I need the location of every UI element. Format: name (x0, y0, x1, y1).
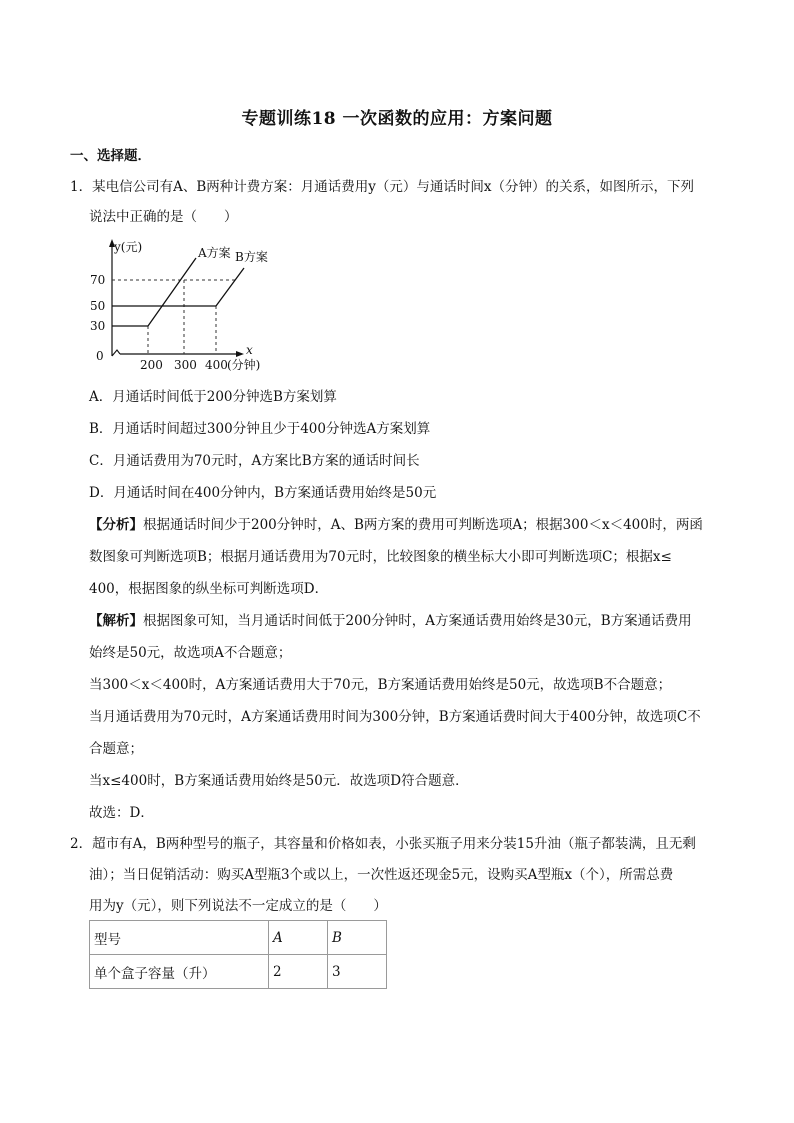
q1-stem-line1: 1．某电信公司有A、B两种计费方案：月通话费用y（元）与通话时间x（分钟）的关系，如图所示，下列 (70, 179, 694, 195)
section-heading: 一、选择题． (70, 148, 151, 164)
table-row (90, 955, 387, 989)
plan-a-line (112, 258, 196, 326)
q1-solution-line1 (89, 611, 692, 631)
x-tick-400: 400 (205, 358, 228, 372)
x-axis-label: x (246, 343, 253, 357)
q2-stem-line2: 油）；当日促销活动：购买A型瓶3个或以上，一次性返还现金5元，设购买A型瓶x（个），所需总费 (89, 867, 674, 883)
q1-option-c: C．月通话费用为70元时，A方案比B方案的通话时间长 (89, 453, 420, 469)
y-tick-0: 0 (96, 349, 104, 363)
q1-solution-line3: 当300＜x＜400时，A方案通话费用大于70元，B方案通话费用始终是50元，故选项B不合题意； (89, 677, 672, 693)
x-tick-300: 300 (174, 358, 197, 372)
plan-a-label: A方案 (198, 246, 231, 260)
q2-stem-line3: 用为y（元），则下列说法不一定成立的是（ ） (89, 898, 387, 914)
q1-stem-line2: 说法中正确的是（ ） (89, 209, 238, 225)
table-cell: 型号 (90, 921, 269, 955)
y-tick-70: 70 (90, 273, 106, 287)
table-cell: 2 (269, 955, 328, 989)
table-row (90, 921, 387, 955)
table-cell: B (328, 921, 387, 955)
table-cell: 单个盒子容量（升） (90, 955, 269, 989)
q1-solution-line7: 故选：D． (89, 805, 154, 821)
x-axis-break (112, 350, 120, 356)
y-axis-label: y(元) (114, 240, 143, 254)
q2-spec-table (89, 920, 387, 989)
x-unit-label: (分钟) (227, 358, 261, 372)
q1-solution-line2: 始终是50元，故选项A不合题意； (89, 645, 292, 661)
q1-option-d: D．月通话时间在400分钟内，B方案通话费用始终是50元 (89, 485, 437, 501)
analysis-text-1: 根据通话时间少于200分钟时，A、B两方案的费用可判断选项A；根据300＜x＜400时，两函 (143, 517, 703, 533)
table-cell: A (269, 921, 328, 955)
q1-option-a: A．月通话时间低于200分钟选B方案划算 (89, 389, 337, 405)
table-cell: 3 (328, 955, 387, 989)
q1-option-b: B．月通话时间超过300分钟且少于400分钟选A方案划算 (89, 421, 431, 437)
y-tick-50: 50 (90, 299, 106, 313)
x-tick-200: 200 (140, 358, 163, 372)
solution-text-1: 根据图象可知，当月通话时间低于200分钟时，A方案通话费用始终是30元，B方案通话费用 (143, 613, 692, 629)
q1-solution-line5: 合题意； (89, 741, 143, 757)
x-axis-arrow (236, 351, 244, 357)
q1-analysis-line2: 数图象可判断选项B；根据月通话费用为70元时，比较图象的横坐标大小即可判断选项C；根据x≤ (89, 549, 672, 565)
y-tick-30: 30 (90, 319, 106, 333)
q1-solution-line6: 当x≤400时，B方案通话费用始终是50元．故选项D符合题意． (89, 773, 469, 789)
q1-solution-line4: 当月通话费用为70元时，A方案通话费用时间为300分钟，B方案通话费时间大于400分钟，故选项C不 (89, 709, 701, 725)
q1-function-graph (84, 236, 294, 374)
page-title: 专题训练18 一次函数的应用：方案问题 (241, 109, 553, 129)
q1-analysis-line3: 400，根据图象的纵坐标可判断选项D． (89, 581, 329, 597)
q1-analysis-line1 (89, 515, 703, 535)
plan-b-line (112, 268, 244, 306)
solution-tag: 【解析】 (89, 613, 143, 629)
q2-stem-line1: 2．超市有A，B两种型号的瓶子，其容量和价格如表，小张买瓶子用来分装15升油（瓶子都装满，且无剩 (70, 836, 696, 852)
plan-b-label: B方案 (235, 250, 268, 264)
analysis-tag: 【分析】 (89, 517, 143, 533)
